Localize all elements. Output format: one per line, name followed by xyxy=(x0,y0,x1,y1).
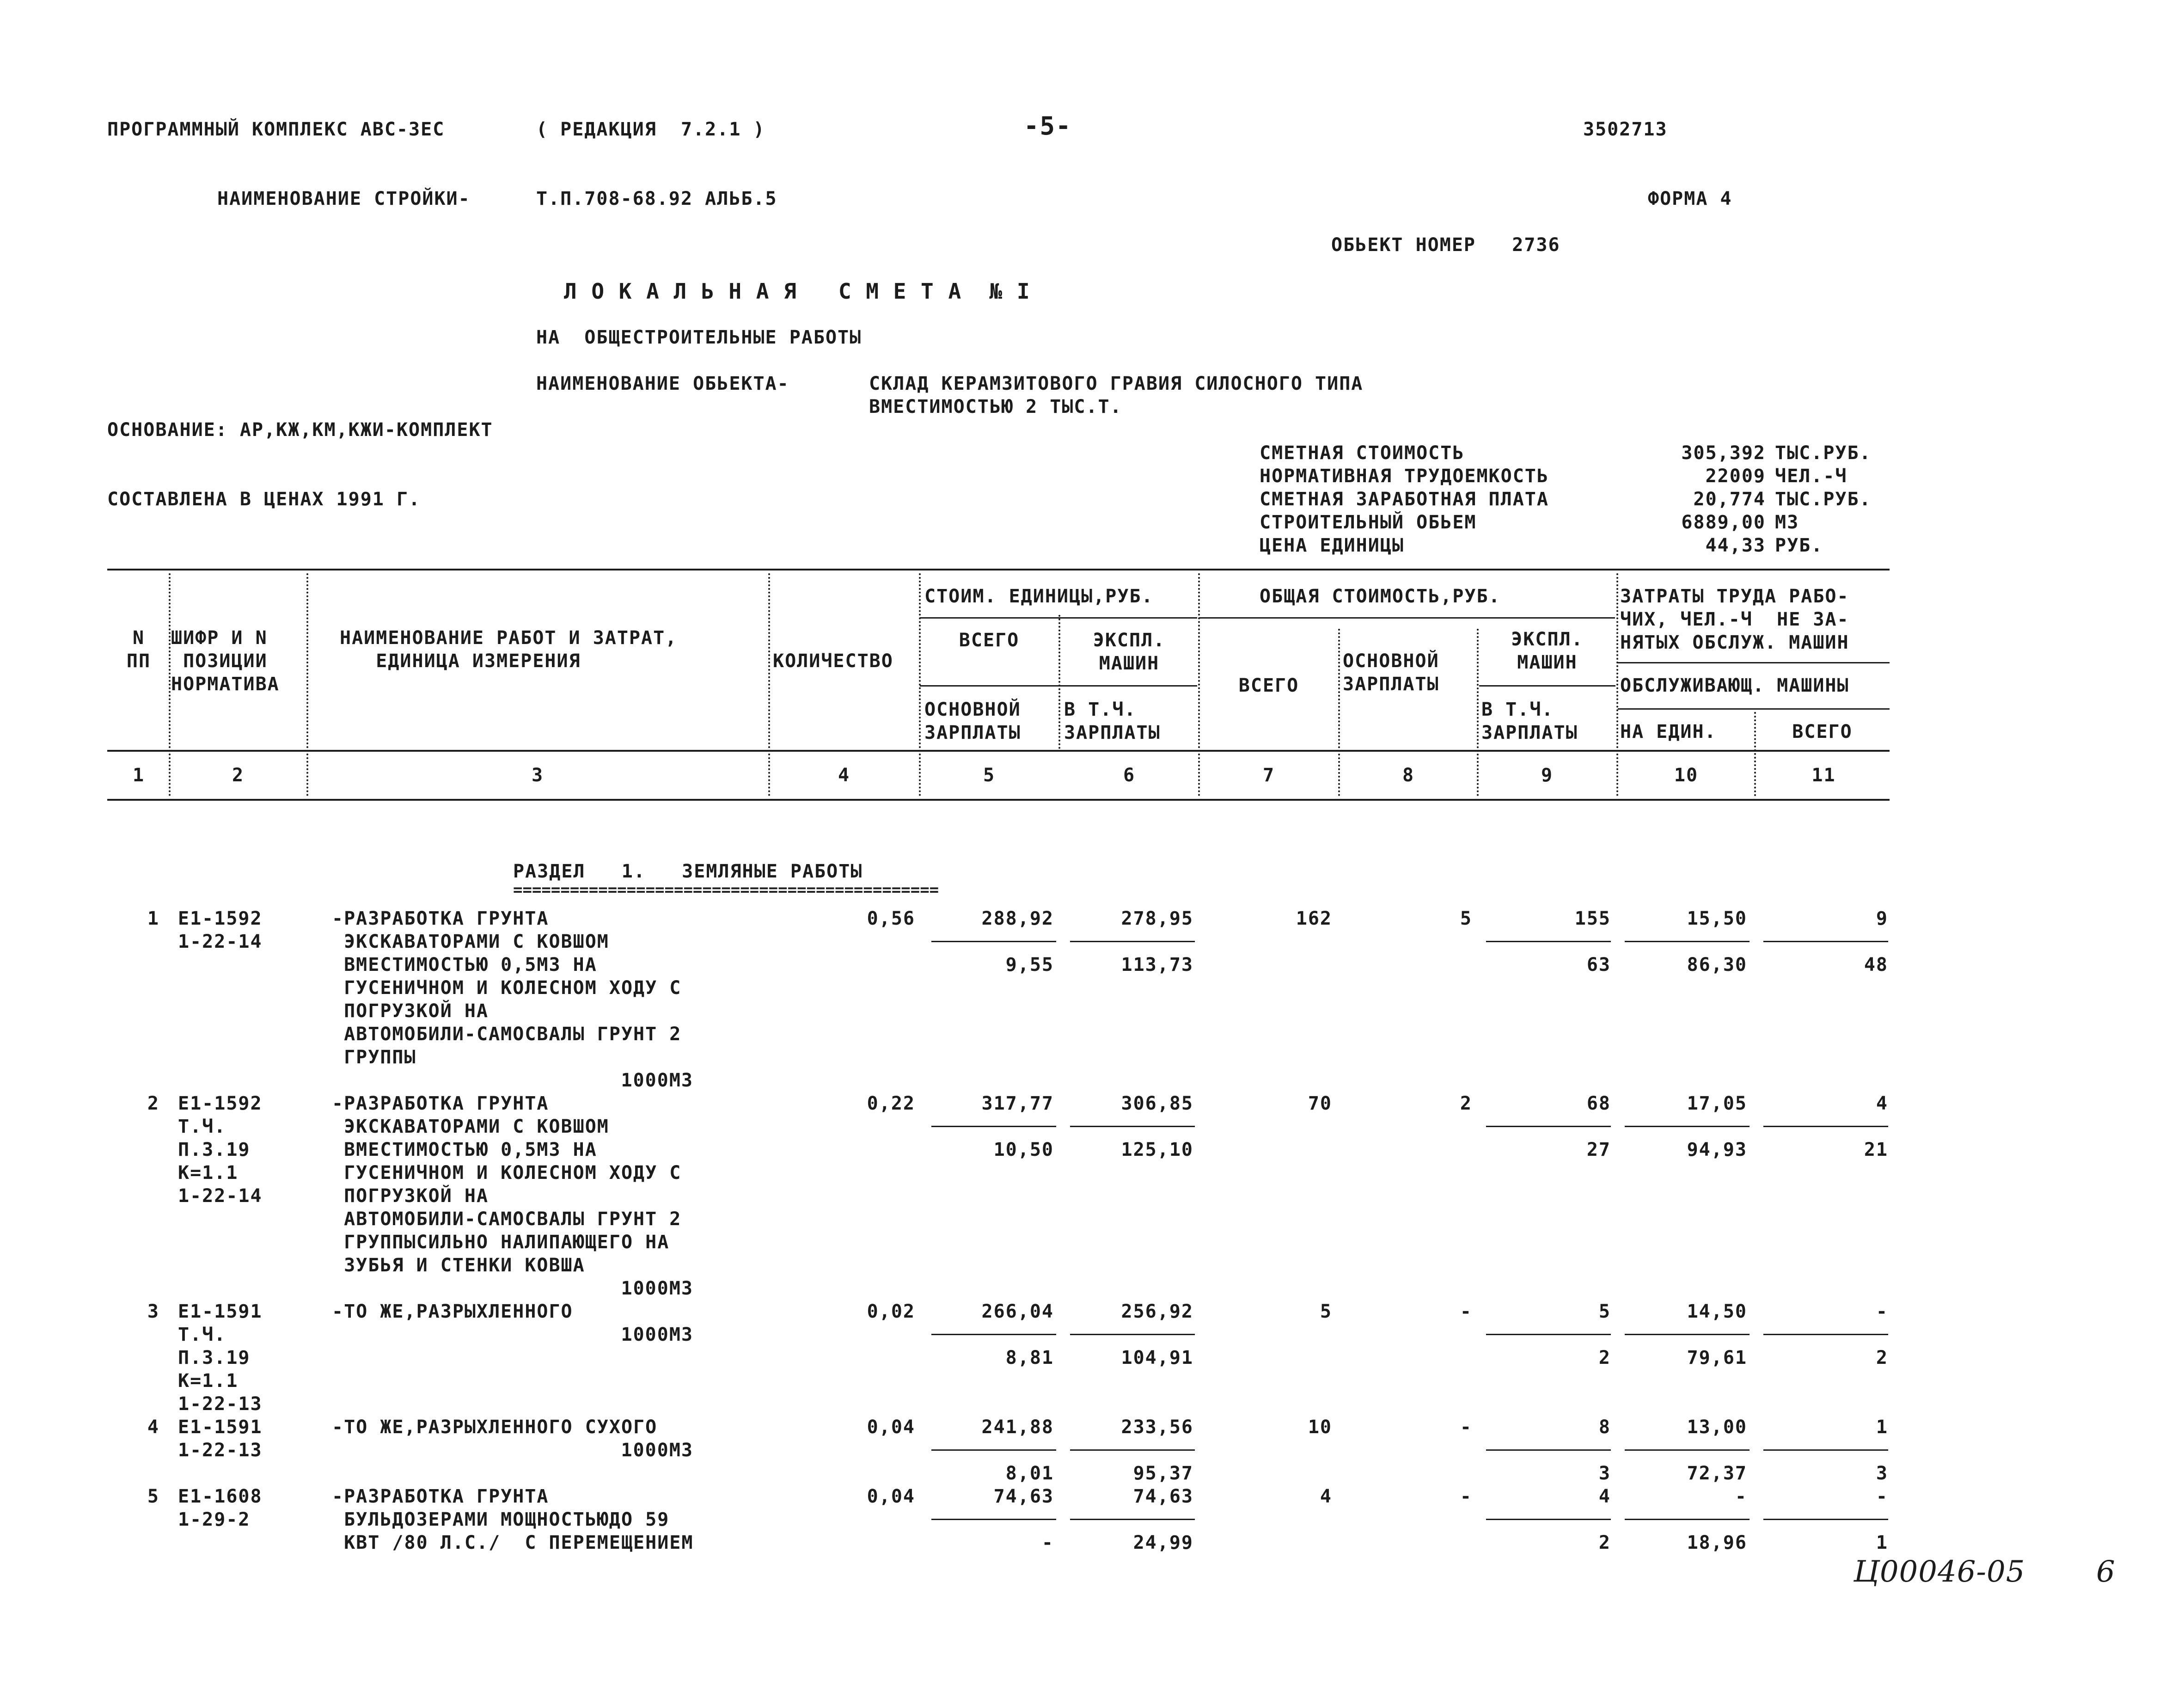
total-all: 10 xyxy=(1308,1417,1332,1438)
section-underline: ============================================= xyxy=(513,881,939,899)
fraction-line xyxy=(1763,1334,1888,1335)
unit-wage: 8,81 xyxy=(1005,1347,1054,1368)
row-quantity: 0,56 xyxy=(867,908,915,929)
fraction-line xyxy=(1486,1449,1611,1451)
labor-service-unit: 79,61 xyxy=(1687,1347,1747,1368)
summary-unit: РУБ. xyxy=(1775,535,1823,556)
document-subtitle: НА ОБЩЕСТРОИТЕЛЬНЫЕ РАБОТЫ xyxy=(536,327,862,348)
form-number: ФОРМА 4 xyxy=(1648,188,1732,209)
total-all: 162 xyxy=(1296,908,1332,929)
summary-label: ЦЕНА ЕДИНИЦЫ xyxy=(1260,535,1404,556)
summary-value: 6889,00 xyxy=(1681,512,1766,533)
fraction-line xyxy=(1763,1519,1888,1520)
fraction-line xyxy=(1070,1126,1195,1127)
column-header-unit-wage: ОСНОВНОЙ ЗАРПЛАТЫ xyxy=(924,699,1021,743)
object-name-line2: ВМЕСТИМОСТЬЮ 2 ТЫС.Т. xyxy=(869,396,1122,417)
fraction-line xyxy=(931,1519,1056,1520)
summary-unit: ТЫС.РУБ. xyxy=(1775,489,1872,510)
unit-machines: 233,56 xyxy=(1121,1417,1193,1438)
sheet-number: 6 xyxy=(2096,1555,2116,1589)
column-separator xyxy=(1338,629,1340,796)
total-machines: 68 xyxy=(1586,1093,1611,1114)
fraction-line xyxy=(1070,1334,1195,1335)
unit-wage: 9,55 xyxy=(1005,954,1054,975)
summary-unit: М3 xyxy=(1775,512,1799,533)
object-number: ОБЬЕКТ НОМЕР 2736 xyxy=(1331,234,1560,256)
row-code: Е1-1591 1-22-13 xyxy=(178,1417,263,1461)
labor-total: 1 xyxy=(1876,1417,1888,1438)
column-separator xyxy=(1058,615,1060,749)
column-header-code: ШИФР И N ПОЗИЦИИ НОРМАТИВА xyxy=(171,627,280,695)
row-number: 2 xyxy=(147,1093,159,1114)
prices-year: СОСТАВЛЕНА В ЦЕНАХ 1991 Г. xyxy=(107,489,421,510)
column-header-unit-cost: СТОИМ. ЕДИНИЦЫ,РУБ. xyxy=(924,586,1154,607)
archive-stamp: Ц00046-05 xyxy=(1854,1555,2025,1589)
total-wage: 5 xyxy=(1460,908,1472,929)
program-edition: ( РЕДАКЦИЯ 7.2.1 ) xyxy=(536,119,765,140)
row-code: Е1-1608 1-29-2 xyxy=(178,1486,263,1530)
column-header-labor-service: ОБСЛУЖИВАЮЩ. МАШИНЫ xyxy=(1620,675,1849,696)
unit-machines: 74,63 xyxy=(1133,1486,1193,1507)
total-machine-wage: 3 xyxy=(1598,1463,1611,1484)
object-name-line1: СКЛАД КЕРАМЗИТОВОГО ГРАВИЯ СИЛОСНОГО ТИПА xyxy=(869,373,1364,394)
document-title: Л О К А Л Ь Н А Я С М Е Т А № I xyxy=(564,279,1031,304)
unit-wage: - xyxy=(1041,1532,1054,1553)
summary-unit: ТЫС.РУБ. xyxy=(1775,442,1872,464)
rule-line xyxy=(107,799,1890,801)
row-number: 1 xyxy=(147,908,159,929)
labor-total: - xyxy=(1876,1486,1888,1507)
row-unit: 1000М3 xyxy=(621,1324,693,1345)
column-number: 5 xyxy=(983,765,996,786)
column-separator xyxy=(768,573,770,796)
total-all: 70 xyxy=(1308,1093,1332,1114)
header-divider xyxy=(1479,685,1615,687)
fraction-line xyxy=(1486,1334,1611,1335)
column-header-total-incl-wage: В Т.Ч. ЗАРПЛАТЫ xyxy=(1481,699,1578,743)
doc-code: 3502713 xyxy=(1583,119,1668,140)
fraction-line xyxy=(1763,1126,1888,1127)
column-header-labor-total: ВСЕГО xyxy=(1792,721,1853,742)
header-divider xyxy=(1199,617,1615,619)
column-number: 4 xyxy=(838,765,850,786)
row-quantity: 0,02 xyxy=(867,1301,915,1322)
row-name: -ТО ЖЕ,РАЗРЫХЛЕННОГО xyxy=(332,1301,573,1322)
labor-unit: 13,00 xyxy=(1687,1417,1747,1438)
unit-total: 317,77 xyxy=(981,1093,1054,1114)
column-header-total-wage: ОСНОВНОЙ ЗАРПЛАТЫ xyxy=(1343,650,1439,695)
total-machines: 5 xyxy=(1598,1301,1611,1322)
unit-machines: 278,95 xyxy=(1121,908,1193,929)
labor-service-unit: 86,30 xyxy=(1687,954,1747,975)
labor-service-total: 3 xyxy=(1876,1463,1888,1484)
column-separator xyxy=(1754,712,1756,796)
unit-machine-wage: 24,99 xyxy=(1133,1532,1193,1553)
summary-value: 44,33 xyxy=(1705,535,1766,556)
total-wage: 2 xyxy=(1460,1093,1472,1114)
labor-service-total: 1 xyxy=(1876,1532,1888,1553)
row-name: -РАЗРАБОТКА ГРУНТА БУЛЬДОЗЕРАМИ МОЩНОСТЬЮДО 59 КВТ /80 Л.С./ С ПЕРЕМЕЩЕНИЕМ xyxy=(332,1486,694,1553)
section-title: РАЗДЕЛ 1. ЗЕМЛЯНЫЕ РАБОТЫ xyxy=(513,861,863,882)
fraction-line xyxy=(931,941,1056,942)
column-header-total-machines: ЭКСПЛ. МАШИН xyxy=(1511,629,1584,673)
total-machine-wage: 27 xyxy=(1586,1139,1611,1160)
total-machine-wage: 2 xyxy=(1598,1347,1611,1368)
column-number: 8 xyxy=(1402,765,1415,786)
column-separator xyxy=(1616,573,1618,796)
construction-label: НАИМЕНОВАНИЕ СТРОЙКИ- xyxy=(217,188,471,209)
fraction-line xyxy=(1625,1126,1750,1127)
header-divider xyxy=(1618,662,1890,663)
row-name: -РАЗРАБОТКА ГРУНТА ЭКСКАВАТОРАМИ С КОВШОМ ВМЕСТИМОСТЬЮ 0,5М3 НА ГУСЕНИЧНОМ И КОЛЕСНОМ ХОДУ С ПОГРУЗКОЙ НА АВТОМОБИЛИ-САМОСВАЛЫ ГРУНТ 2 ГРУППЫСИЛЬНО НАЛИПАЮЩЕГО НА ЗУБЬЯ И СТЕНКИ КОВША xyxy=(332,1093,682,1276)
summary-label: СМЕТНАЯ ЗАРАБОТНАЯ ПЛАТА xyxy=(1260,489,1549,510)
construction-name: Т.П.708-68.92 АЛЬБ.5 xyxy=(536,188,777,209)
fraction-line xyxy=(1625,941,1750,942)
row-number: 5 xyxy=(147,1486,159,1507)
labor-service-unit: 72,37 xyxy=(1687,1463,1747,1484)
labor-total: 9 xyxy=(1876,908,1888,929)
labor-service-total: 48 xyxy=(1864,954,1888,975)
row-quantity: 0,22 xyxy=(867,1093,915,1114)
summary-unit: ЧЕЛ.-Ч xyxy=(1775,466,1848,487)
total-machines: 155 xyxy=(1574,908,1611,929)
fraction-line xyxy=(1625,1449,1750,1451)
labor-service-unit: 94,93 xyxy=(1687,1139,1747,1160)
rule-line xyxy=(107,569,1890,570)
column-number: 11 xyxy=(1811,765,1836,786)
column-separator xyxy=(919,573,921,796)
column-header-total-cost: ОБЩАЯ СТОИМОСТЬ,РУБ. xyxy=(1260,586,1501,607)
header-divider xyxy=(920,685,1197,687)
row-unit: 1000М3 xyxy=(621,1278,693,1299)
unit-total: 241,88 xyxy=(981,1417,1054,1438)
column-separator xyxy=(1198,573,1200,796)
row-code: Е1-1592 Т.Ч. П.3.19 К=1.1 1-22-14 xyxy=(178,1093,263,1207)
row-number: 3 xyxy=(147,1301,159,1322)
fraction-line xyxy=(1763,941,1888,942)
fraction-line xyxy=(1486,1126,1611,1127)
fraction-line xyxy=(1486,1519,1611,1520)
program-name: ПРОГРАММНЫЙ КОМПЛЕКС АВС-3ЕС xyxy=(107,119,445,140)
labor-service-total: 2 xyxy=(1876,1347,1888,1368)
unit-machine-wage: 125,10 xyxy=(1121,1139,1193,1160)
fraction-line xyxy=(931,1449,1056,1451)
column-header-total-all: ВСЕГО xyxy=(1238,675,1299,696)
fraction-line xyxy=(931,1126,1056,1127)
unit-machine-wage: 104,91 xyxy=(1121,1347,1193,1368)
summary-value: 20,774 xyxy=(1693,489,1766,510)
labor-total: - xyxy=(1876,1301,1888,1322)
fraction-line xyxy=(1763,1449,1888,1451)
row-name: -ТО ЖЕ,РАЗРЫХЛЕННОГО СУХОГО xyxy=(332,1417,658,1438)
total-wage: - xyxy=(1460,1417,1472,1438)
column-header-quantity: КОЛИЧЕСТВО xyxy=(773,650,893,672)
column-number: 1 xyxy=(132,765,145,786)
total-all: 4 xyxy=(1320,1486,1332,1507)
basis: ОСНОВАНИЕ: АР,КЖ,КМ,КЖИ-КОМПЛЕКТ xyxy=(107,419,493,441)
header-divider xyxy=(920,617,1197,619)
row-name: -РАЗРАБОТКА ГРУНТА ЭКСКАВАТОРАМИ С КОВШОМ ВМЕСТИМОСТЬЮ 0,5М3 НА ГУСЕНИЧНОМ И КОЛЕСНОМ ХОДУ С ПОГРУЗКОЙ НА АВТОМОБИЛИ-САМОСВАЛЫ ГРУНТ 2 ГРУППЫ xyxy=(332,908,682,1068)
summary-label: СМЕТНАЯ СТОИМОСТЬ xyxy=(1260,442,1465,464)
column-header-unit-machines: ЭКСПЛ. МАШИН xyxy=(1093,630,1166,674)
column-separator xyxy=(169,573,171,796)
summary-label: СТРОИТЕЛЬНЫЙ ОБЬЕМ xyxy=(1260,512,1477,533)
unit-total: 288,92 xyxy=(981,908,1054,929)
labor-unit: - xyxy=(1735,1486,1747,1507)
column-header-name: НАИМЕНОВАНИЕ РАБОТ И ЗАТРАТ, ЕДИНИЦА ИЗМЕРЕНИЯ xyxy=(340,627,678,672)
column-number: 10 xyxy=(1674,765,1699,786)
unit-machines: 306,85 xyxy=(1121,1093,1193,1114)
fraction-line xyxy=(1625,1519,1750,1520)
column-number: 3 xyxy=(531,765,544,786)
total-all: 5 xyxy=(1320,1301,1332,1322)
labor-total: 4 xyxy=(1876,1093,1888,1114)
column-separator xyxy=(1477,629,1479,796)
row-unit: 1000М3 xyxy=(621,1070,693,1091)
summary-value: 22009 xyxy=(1705,466,1766,487)
unit-total: 74,63 xyxy=(993,1486,1054,1507)
total-wage: - xyxy=(1460,1301,1472,1322)
rule-line xyxy=(107,750,1890,752)
unit-wage: 10,50 xyxy=(993,1139,1054,1160)
row-code: Е1-1592 1-22-14 xyxy=(178,908,263,952)
column-header-unit-total: ВСЕГО xyxy=(959,630,1020,651)
row-quantity: 0,04 xyxy=(867,1417,915,1438)
column-separator xyxy=(306,573,308,796)
unit-machine-wage: 95,37 xyxy=(1133,1463,1193,1484)
total-machine-wage: 2 xyxy=(1598,1532,1611,1553)
total-wage: - xyxy=(1460,1486,1472,1507)
labor-unit: 15,50 xyxy=(1687,908,1747,929)
object-name-label: НАИМЕНОВАНИЕ ОБЬЕКТА- xyxy=(536,373,789,394)
fraction-line xyxy=(1486,941,1611,942)
fraction-line xyxy=(1070,1449,1195,1451)
column-header-number: N ПП xyxy=(126,627,151,672)
header-divider xyxy=(1618,708,1890,710)
unit-total: 266,04 xyxy=(981,1301,1054,1322)
total-machine-wage: 63 xyxy=(1586,954,1611,975)
column-header-labor: ЗАТРАТЫ ТРУДА РАБО- ЧИХ, ЧЕЛ.-Ч НЕ ЗА- НЯТЫХ ОБСЛУЖ. МАШИН xyxy=(1620,586,1849,653)
summary-value: 305,392 xyxy=(1681,442,1766,464)
labor-service-total: 21 xyxy=(1864,1139,1888,1160)
fraction-line xyxy=(1070,1519,1195,1520)
row-quantity: 0,04 xyxy=(867,1486,915,1507)
total-machines: 4 xyxy=(1598,1486,1611,1507)
column-number: 2 xyxy=(232,765,245,786)
unit-machines: 256,92 xyxy=(1121,1301,1193,1322)
labor-unit: 14,50 xyxy=(1687,1301,1747,1322)
total-machines: 8 xyxy=(1598,1417,1611,1438)
column-number: 6 xyxy=(1123,765,1136,786)
summary-label: НОРМАТИВНАЯ ТРУДОЕМКОСТЬ xyxy=(1260,466,1549,487)
page-number: -5- xyxy=(1024,111,1072,141)
column-header-labor-unit: НА ЕДИН. xyxy=(1620,721,1717,742)
labor-unit: 17,05 xyxy=(1687,1093,1747,1114)
fraction-line xyxy=(931,1334,1056,1335)
fraction-line xyxy=(1625,1334,1750,1335)
row-unit: 1000М3 xyxy=(621,1440,693,1461)
column-header-unit-incl-wage: В Т.Ч. ЗАРПЛАТЫ xyxy=(1064,699,1161,743)
column-number: 7 xyxy=(1262,765,1275,786)
unit-machine-wage: 113,73 xyxy=(1121,954,1193,975)
column-number: 9 xyxy=(1541,765,1554,786)
row-code: Е1-1591 Т.Ч. П.3.19 К=1.1 1-22-13 xyxy=(178,1301,263,1415)
fraction-line xyxy=(1070,941,1195,942)
row-number: 4 xyxy=(147,1417,159,1438)
labor-service-unit: 18,96 xyxy=(1687,1532,1747,1553)
unit-wage: 8,01 xyxy=(1005,1463,1054,1484)
